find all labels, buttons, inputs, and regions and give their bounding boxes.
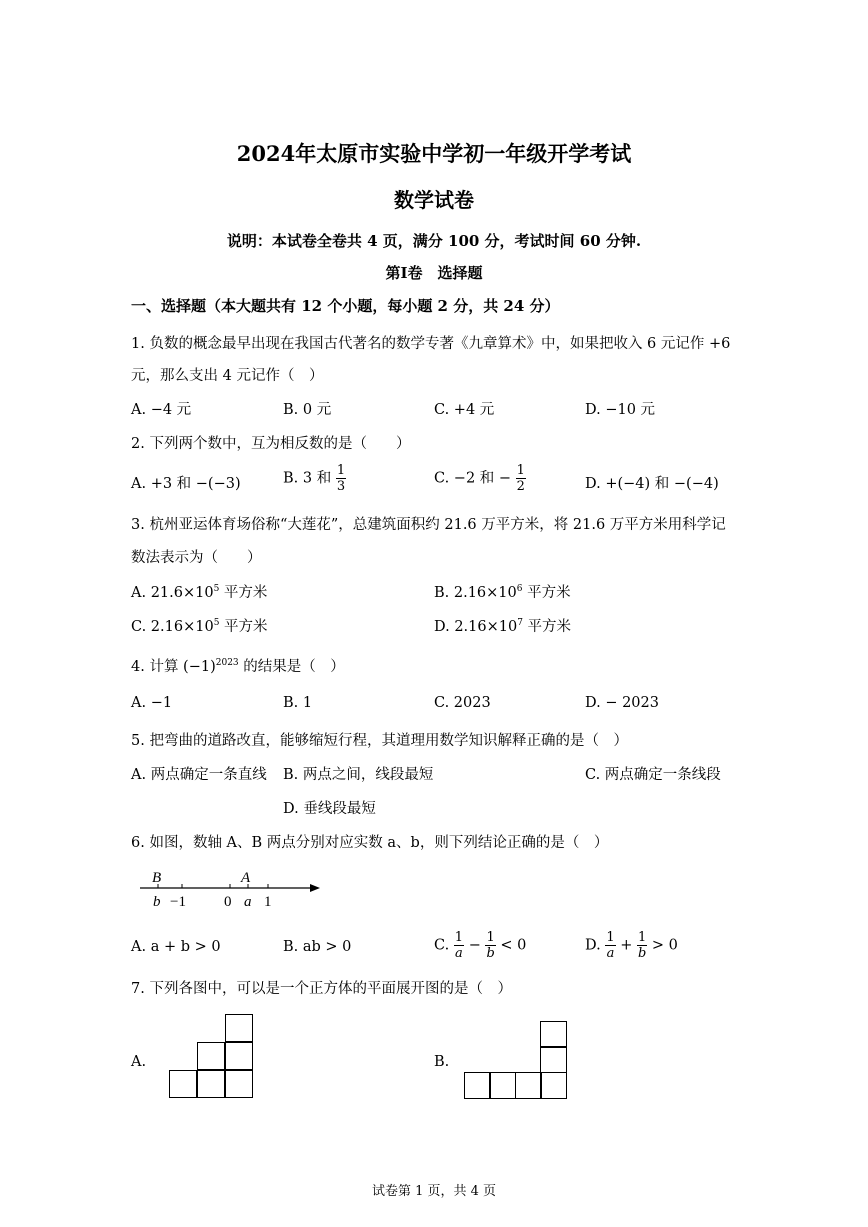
- page-footer: 试卷第 1 页，共 4 页: [371, 1184, 497, 1199]
- q6-d-frac1: [605, 930, 615, 961]
- q2-option-d[interactable]: D. +(−4) 和 −(−4): [585, 476, 719, 492]
- value-a-label: a: [244, 894, 252, 910]
- frac-denominator: 2: [516, 479, 525, 494]
- exam-note: 说明：本试卷全卷共 4 页，满分 100 分，考试时间 60 分钟.: [226, 232, 642, 250]
- q7-option-b-label[interactable]: B.: [434, 1054, 450, 1070]
- q1-option-a[interactable]: A. −4 元: [131, 402, 192, 418]
- q7-option-a-label[interactable]: A.: [131, 1054, 147, 1070]
- q6-c-tail: < 0: [500, 937, 527, 954]
- q4-stem: [131, 655, 345, 676]
- q3-a-base: A. 21.6×10: [131, 585, 214, 601]
- net-cell: [489, 1072, 516, 1099]
- point-a-label: A: [241, 870, 251, 886]
- q6-c-op: −: [468, 937, 481, 954]
- q5-option-c[interactable]: C. 两点确定一条线段: [585, 767, 721, 783]
- q3-b-exp: 6: [516, 584, 523, 595]
- q5-option-a[interactable]: A. 两点确定一条直线: [131, 767, 267, 783]
- q3-b-base: B. 2.16×10: [434, 585, 517, 601]
- q1-line1: 1. 负数的概念最早出现在我国古代著名的数学专著《九章算术》中，如果把收入 6 元记作 +6: [131, 336, 731, 352]
- value-b-label: b: [153, 894, 161, 910]
- frac-denominator: a: [606, 946, 615, 961]
- one-label: 1: [264, 894, 272, 910]
- q2-b-text: B. 3 和: [283, 470, 332, 487]
- frac-numerator: 1: [486, 930, 495, 945]
- exam-subtitle: 数学试卷: [394, 188, 474, 212]
- q4-option-c[interactable]: C. 2023: [434, 695, 491, 711]
- frac-denominator: b: [486, 946, 495, 961]
- q3-d-exp: 7: [517, 618, 523, 629]
- net-cell: [515, 1072, 542, 1099]
- point-b-label: B: [152, 870, 162, 886]
- volume-title: 第I卷 选择题: [385, 264, 483, 282]
- frac-numerator: 1: [454, 930, 464, 945]
- minus-one-label: −1: [170, 894, 186, 910]
- section-title: 一、选择题（本大题共有 12 个小题，每小题 2 分，共 24 分）: [131, 297, 560, 315]
- q3-option-d[interactable]: [434, 615, 571, 636]
- net-cell: [540, 1021, 567, 1048]
- q6-d-op: +: [620, 937, 633, 954]
- q6-option-a[interactable]: A. a + b > 0: [131, 939, 221, 955]
- q2-option-c[interactable]: [434, 463, 526, 494]
- q4-stem-pre: 4. 计算 (−1): [131, 659, 216, 675]
- frac-denominator: 3: [336, 479, 346, 494]
- q1-line2: 元，那么支出 4 元记作（ ）: [131, 368, 324, 384]
- q4-stem-exp: 2023: [215, 658, 239, 669]
- q3-option-b[interactable]: [434, 581, 571, 602]
- q3-a-unit: 平方米: [219, 585, 268, 601]
- q6-c-frac2: [485, 930, 495, 961]
- q5-option-d[interactable]: D. 垂线段最短: [283, 801, 376, 817]
- frac-numerator: 1: [516, 463, 525, 478]
- q3-c-exp: 5: [213, 618, 220, 629]
- q4-option-b[interactable]: B. 1: [283, 695, 313, 711]
- q1-option-d[interactable]: D. −10 元: [585, 402, 656, 418]
- net-cell: [464, 1072, 491, 1099]
- q4-stem-post: 的结果是（ ）: [238, 659, 345, 675]
- frac-denominator: a: [455, 946, 463, 961]
- net-cell: [225, 1042, 253, 1070]
- q6-d-label: D.: [585, 937, 601, 954]
- q2-c-fraction: [516, 463, 526, 494]
- frac-numerator: 1: [606, 930, 615, 945]
- q6-option-d[interactable]: [585, 930, 678, 961]
- axis-arrow-icon: [310, 884, 320, 892]
- q3-line2: 数法表示为（ ）: [131, 550, 262, 566]
- q3-line1: 3. 杭州亚运体育场俗称“大莲花”，总建筑面积约 21.6 万平方米，将 21.6 万平方米用科学记: [131, 517, 726, 533]
- q5-stem: 5. 把弯曲的道路改直，能够缩短行程，其道理用数学知识解释正确的是（ ）: [131, 733, 628, 749]
- q6-c-frac1: [454, 930, 464, 961]
- net-cell: [225, 1070, 253, 1098]
- frac-denominator: b: [637, 946, 647, 961]
- net-cell: [225, 1014, 253, 1042]
- net-cell: [540, 1046, 567, 1073]
- q4-option-a[interactable]: A. −1: [131, 695, 173, 711]
- q3-c-unit: 平方米: [219, 619, 268, 635]
- frac-numerator: 1: [336, 463, 346, 478]
- q3-option-c[interactable]: [131, 615, 268, 636]
- q2-c-text: C. −2 和 −: [434, 470, 512, 487]
- q2-b-fraction: [336, 463, 346, 494]
- q4-option-d[interactable]: D. − 2023: [585, 695, 659, 711]
- number-line-diagram: [130, 866, 330, 914]
- net-cell: [540, 1072, 567, 1099]
- net-cell: [197, 1070, 225, 1098]
- q6-d-frac2: [637, 930, 647, 961]
- q2-option-a[interactable]: A. +3 和 −(−3): [131, 476, 241, 492]
- zero-label: 0: [224, 894, 232, 910]
- q6-option-c[interactable]: [434, 930, 526, 961]
- q2-option-b[interactable]: [283, 463, 346, 494]
- q3-d-unit: 平方米: [522, 619, 572, 635]
- net-cell: [197, 1042, 225, 1070]
- q3-b-unit: 平方米: [522, 585, 571, 601]
- q6-c-label: C.: [434, 937, 450, 954]
- net-cell: [169, 1070, 197, 1098]
- q1-option-b[interactable]: B. 0 元: [283, 402, 332, 418]
- q1-option-c[interactable]: C. +4 元: [434, 402, 495, 418]
- q3-a-exp: 5: [213, 584, 220, 595]
- q3-c-base: C. 2.16×10: [131, 619, 214, 635]
- q6-stem: 6. 如图，数轴 A、B 两点分别对应实数 a、b，则下列结论正确的是（ ）: [131, 835, 609, 851]
- q3-option-a[interactable]: [131, 581, 267, 602]
- q5-option-b[interactable]: B. 两点之间，线段最短: [283, 767, 434, 783]
- frac-numerator: 1: [638, 930, 647, 945]
- q7-stem: 7. 下列各图中，可以是一个正方体的平面展开图的是（ ）: [131, 981, 512, 997]
- q6-d-tail: > 0: [651, 937, 678, 954]
- q6-option-b[interactable]: B. ab > 0: [283, 939, 352, 955]
- q2-stem: 2. 下列两个数中，互为相反数的是（ ）: [131, 436, 411, 452]
- exam-title: 2024年太原市实验中学初一年级开学考试: [236, 141, 632, 166]
- q3-d-base: D. 2.16×10: [434, 619, 518, 635]
